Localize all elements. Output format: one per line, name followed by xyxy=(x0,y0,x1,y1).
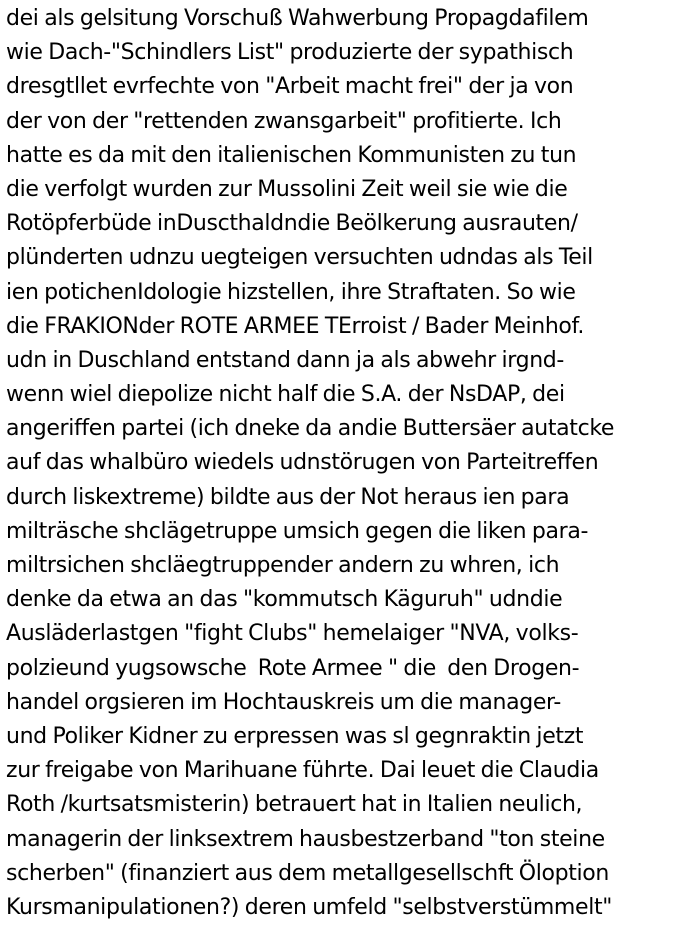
text-line: die FRAKIONder ROTE ARMEE TErroist / Bader Meinhof. xyxy=(6,313,584,339)
text-line: scherben" (finanziert aus dem metallgesellschft Öloption xyxy=(6,860,610,886)
document-text xyxy=(6,2,682,925)
text-line: durch liskextreme) bildte aus der Not heraus ien para xyxy=(6,484,570,510)
text-line: Rotöpferbüde inDuscthaldndie Beölkerung ausrauten/ xyxy=(6,211,578,237)
text-line: Roth /kurtsatsmisterin) betrauert hat in Italien neulich, xyxy=(6,792,583,818)
text-line: auf das whalbüro wiedels udnstörugen von Parteitreffen xyxy=(6,450,599,476)
text-line: Kursmanipulationen?) deren umfeld "selbstverstümmelt" xyxy=(6,894,612,920)
text-line: die verfolgt wurden zur Mussolini Zeit weil sie wie die xyxy=(6,176,568,202)
text-line: milträsche shclägetruppe umsich gegen die liken para- xyxy=(6,518,589,544)
text-line: Ausläderlastgen "fight Clubs" hemelaiger "NVA, volks- xyxy=(6,621,579,647)
text-line: der von der "rettenden zwansgarbeit" profitierte. Ich xyxy=(6,108,562,134)
text-line: angeriffen partei (ich dneke da andie Buttersäer autatcke xyxy=(6,416,615,442)
text-line: plünderten udnzu uegteigen versuchten udndas als Teil xyxy=(6,245,593,271)
text-line: und Poliker Kidner zu erpressen was sl gegnraktin jetzt xyxy=(6,723,584,749)
text-line: ien potichenIdologie hizstellen, ihre Straftaten. So wie xyxy=(6,279,576,305)
text-line: polzieund yugsowsche Rote Armee " die den Drogen- xyxy=(6,655,580,681)
text-line: hatte es da mit den italienischen Kommunisten zu tun xyxy=(6,142,577,168)
text-line: zur freigabe von Marihuane führte. Dai leuet die Claudia xyxy=(6,758,599,784)
text-line: managerin der linksextrem hausbestzerband "ton steine xyxy=(6,826,605,852)
text-line: dei als gelsitung Vorschuß Wahwerbung Propagdafilem xyxy=(6,6,589,31)
text-line: udn in Duschland entstand dann ja als abwehr irgnd- xyxy=(6,347,564,373)
text-line: wie Dach-"Schindlers List" produzierte der sypathisch xyxy=(6,40,574,66)
text-line: dresgtllet evrfechte von "Arbeit macht frei" der ja von xyxy=(6,74,574,100)
text-line: wenn wiel diepolize nicht half die S.A. der NsDAP, dei xyxy=(6,382,565,408)
text-line: denke da etwa an das "kommutsch Käguruh" udndie xyxy=(6,587,563,613)
text-line: handel orgsieren im Hochtauskreis um die manager- xyxy=(6,689,561,715)
text-line: miltrsichen shcläegtruppender andern zu whren, ich xyxy=(6,553,560,578)
